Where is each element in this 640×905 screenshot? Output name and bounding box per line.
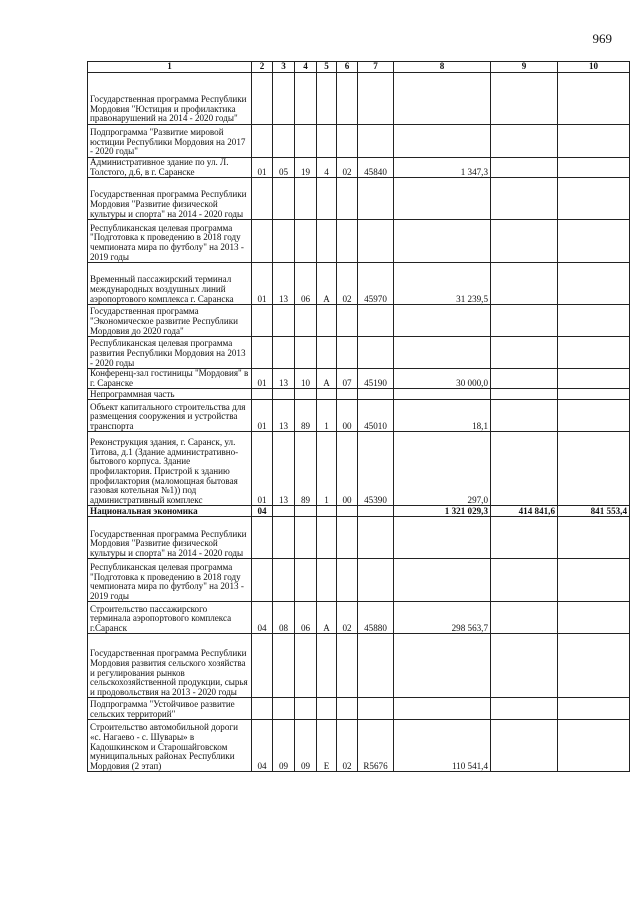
row-value-cell xyxy=(394,634,491,698)
row-value-cell xyxy=(558,305,630,337)
row-value-cell xyxy=(337,698,358,720)
row-value-cell xyxy=(491,432,558,506)
table-row xyxy=(88,125,630,158)
row-name-cell: Государственная программа "Экономическое развитие Республики Мордовия до 2020 года" xyxy=(88,305,252,337)
row-value-cell xyxy=(358,389,394,400)
table-row xyxy=(88,178,630,220)
row-value-cell xyxy=(295,178,317,220)
row-value-cell: 08 xyxy=(273,602,295,634)
row-value-cell xyxy=(337,559,358,602)
row-value-cell xyxy=(558,698,630,720)
row-value-cell xyxy=(491,400,558,432)
row-value-cell xyxy=(358,178,394,220)
row-value-cell: 02 xyxy=(337,263,358,305)
page-number: 969 xyxy=(592,31,612,46)
row-value-cell xyxy=(295,389,317,400)
row-value-cell xyxy=(358,506,394,517)
row-value-cell xyxy=(394,698,491,720)
row-value-cell xyxy=(295,220,317,263)
row-value-cell: 1 xyxy=(317,400,337,432)
row-value-cell xyxy=(558,73,630,125)
row-value-cell: 02 xyxy=(337,158,358,178)
row-value-cell xyxy=(558,220,630,263)
row-value-cell: 298 563,7 xyxy=(394,602,491,634)
row-value-cell xyxy=(394,559,491,602)
row-value-cell xyxy=(358,337,394,369)
row-value-cell: 30 000,0 xyxy=(394,369,491,389)
row-value-cell xyxy=(295,305,317,337)
row-name-cell: Государственная программа Республики Мордовия развития сельского хозяйства и регулирования рынков сельскохозяйственной продукции, сырья и продовольствия на 2013 - 2020 годы xyxy=(88,634,252,698)
row-value-cell xyxy=(252,305,273,337)
row-value-cell xyxy=(295,559,317,602)
table-row xyxy=(88,158,630,178)
row-value-cell: А xyxy=(317,369,337,389)
row-value-cell xyxy=(295,506,317,517)
row-value-cell: 13 xyxy=(273,263,295,305)
row-value-cell xyxy=(558,337,630,369)
row-name-cell: Объект капитального строительства для размещения сооружения и устройства транспорта xyxy=(88,400,252,432)
column-header: 2 xyxy=(252,62,273,73)
row-value-cell xyxy=(394,73,491,125)
row-value-cell xyxy=(273,517,295,559)
row-value-cell: 01 xyxy=(252,432,273,506)
row-value-cell xyxy=(273,125,295,158)
row-value-cell xyxy=(491,158,558,178)
row-value-cell: 89 xyxy=(295,432,317,506)
row-value-cell xyxy=(317,517,337,559)
budget-table xyxy=(87,61,630,772)
row-value-cell xyxy=(337,178,358,220)
column-header: 8 xyxy=(394,62,491,73)
table-row xyxy=(88,369,630,389)
row-value-cell: 07 xyxy=(337,369,358,389)
row-value-cell xyxy=(394,220,491,263)
column-header: 7 xyxy=(358,62,394,73)
table-row xyxy=(88,698,630,720)
row-name-cell: Реконструкция здания, г. Саранск, ул. Титова, д.1 (Здание административно-бытового корпуса. Здание профилактория. Пристрой к зданию профилактория (маломощная бытовая газовая котельная №1)) под административный комплекс xyxy=(88,432,252,506)
row-name-cell: Строительство пассажирского терминала аэропортового комплекса г.Саранск xyxy=(88,602,252,634)
table-row xyxy=(88,305,630,337)
row-value-cell xyxy=(252,698,273,720)
row-value-cell xyxy=(337,220,358,263)
row-value-cell xyxy=(491,125,558,158)
table-row xyxy=(88,720,630,772)
row-value-cell: 13 xyxy=(273,369,295,389)
row-value-cell: 89 xyxy=(295,400,317,432)
row-value-cell xyxy=(273,634,295,698)
row-value-cell: 4 xyxy=(317,158,337,178)
row-value-cell: 1 xyxy=(317,432,337,506)
row-value-cell xyxy=(295,73,317,125)
row-value-cell xyxy=(491,337,558,369)
row-value-cell: 06 xyxy=(295,602,317,634)
row-value-cell xyxy=(337,337,358,369)
row-name-cell: Государственная программа Республики Мордовия "Развитие физической культуры и спорта" на 2014 - 2020 годы xyxy=(88,517,252,559)
row-value-cell: 45840 xyxy=(358,158,394,178)
row-value-cell xyxy=(252,337,273,369)
row-value-cell: 01 xyxy=(252,369,273,389)
row-value-cell: 00 xyxy=(337,400,358,432)
row-value-cell xyxy=(358,220,394,263)
row-name-cell: Конференц-зал гостиницы "Мордовия" в г. Саранске xyxy=(88,369,252,389)
row-value-cell xyxy=(491,178,558,220)
row-value-cell: А xyxy=(317,602,337,634)
row-value-cell xyxy=(394,178,491,220)
row-value-cell xyxy=(358,305,394,337)
row-value-cell xyxy=(295,337,317,369)
table-row xyxy=(88,400,630,432)
row-value-cell xyxy=(558,559,630,602)
row-name-cell: Административное здание по ул. Л. Толстого, д.6, в г. Саранске xyxy=(88,158,252,178)
row-value-cell xyxy=(252,559,273,602)
row-value-cell xyxy=(295,125,317,158)
row-name-cell: Временный пассажирский терминал международных воздушных линий аэропортового комплекса г. Саранска xyxy=(88,263,252,305)
row-value-cell xyxy=(558,369,630,389)
row-value-cell xyxy=(273,337,295,369)
row-value-cell xyxy=(358,559,394,602)
row-value-cell: 04 xyxy=(252,506,273,517)
row-name-cell: Государственная программа Республики Мордовия "Развитие физической культуры и спорта" на 2014 - 2020 годы xyxy=(88,178,252,220)
row-value-cell xyxy=(252,178,273,220)
row-value-cell xyxy=(491,634,558,698)
table-header-row xyxy=(88,62,630,73)
column-header: 5 xyxy=(317,62,337,73)
row-value-cell xyxy=(252,389,273,400)
table-row xyxy=(88,220,630,263)
row-name-cell: Подпрограмма "Устойчивое развитие сельских территорий" xyxy=(88,698,252,720)
row-value-cell xyxy=(317,389,337,400)
row-value-cell xyxy=(491,720,558,772)
row-value-cell: 13 xyxy=(273,432,295,506)
row-value-cell xyxy=(273,73,295,125)
row-value-cell xyxy=(317,73,337,125)
row-value-cell xyxy=(491,220,558,263)
row-value-cell xyxy=(273,506,295,517)
row-value-cell xyxy=(317,220,337,263)
row-value-cell xyxy=(491,369,558,389)
row-value-cell xyxy=(337,125,358,158)
row-name-cell: Республиканская целевая программа "Подготовка к проведению в 2018 году чемпионата мира по футболу" на 2013 - 2019 годы xyxy=(88,220,252,263)
row-value-cell: 05 xyxy=(273,158,295,178)
row-value-cell: 414 841,6 xyxy=(491,506,558,517)
row-value-cell xyxy=(317,337,337,369)
row-value-cell xyxy=(252,73,273,125)
row-value-cell: Е xyxy=(317,720,337,772)
row-value-cell: 02 xyxy=(337,720,358,772)
row-value-cell: 09 xyxy=(295,720,317,772)
column-header: 6 xyxy=(337,62,358,73)
table-row xyxy=(88,517,630,559)
row-value-cell xyxy=(295,517,317,559)
row-value-cell xyxy=(394,389,491,400)
row-value-cell xyxy=(558,125,630,158)
row-value-cell xyxy=(317,698,337,720)
row-value-cell xyxy=(491,73,558,125)
row-value-cell xyxy=(337,517,358,559)
row-value-cell xyxy=(358,698,394,720)
row-value-cell xyxy=(491,559,558,602)
column-header: 9 xyxy=(491,62,558,73)
table-row xyxy=(88,506,630,517)
row-value-cell: 13 xyxy=(273,400,295,432)
row-value-cell xyxy=(273,559,295,602)
row-value-cell: R5676 xyxy=(358,720,394,772)
row-value-cell xyxy=(558,432,630,506)
row-value-cell xyxy=(317,506,337,517)
row-value-cell: 45970 xyxy=(358,263,394,305)
row-value-cell: 297,0 xyxy=(394,432,491,506)
row-value-cell xyxy=(273,220,295,263)
column-header: 3 xyxy=(273,62,295,73)
row-value-cell xyxy=(358,125,394,158)
row-value-cell xyxy=(337,634,358,698)
row-name-cell: Республиканская целевая программа "Подготовка к проведению в 2018 году чемпионата мира по футболу" на 2013 - 2019 годы xyxy=(88,559,252,602)
row-value-cell xyxy=(394,337,491,369)
row-value-cell xyxy=(252,634,273,698)
row-value-cell xyxy=(558,158,630,178)
table-row xyxy=(88,73,630,125)
row-value-cell xyxy=(558,389,630,400)
row-value-cell xyxy=(337,73,358,125)
table-row xyxy=(88,389,630,400)
row-value-cell xyxy=(337,506,358,517)
row-value-cell: 45190 xyxy=(358,369,394,389)
column-header: 10 xyxy=(558,62,630,73)
row-value-cell: 01 xyxy=(252,400,273,432)
row-value-cell xyxy=(491,305,558,337)
row-value-cell: 10 xyxy=(295,369,317,389)
row-value-cell xyxy=(273,178,295,220)
table-row xyxy=(88,634,630,698)
row-name-cell: Подпрограмма "Развитие мировой юстиции Республики Мордовия на 2017 - 2020 годы" xyxy=(88,125,252,158)
row-value-cell: 02 xyxy=(337,602,358,634)
row-value-cell: 04 xyxy=(252,602,273,634)
row-value-cell xyxy=(558,634,630,698)
row-value-cell xyxy=(558,178,630,220)
row-value-cell xyxy=(295,634,317,698)
row-value-cell xyxy=(337,389,358,400)
row-value-cell xyxy=(317,125,337,158)
column-header: 1 xyxy=(88,62,252,73)
row-name-cell: Строительство автомобильной дороги «с. Нагаево - с. Шувары» в Кадошкинском и Старошайговском муниципальных районах Республики Мордовия (2 этап) xyxy=(88,720,252,772)
row-value-cell xyxy=(491,389,558,400)
row-value-cell: 1 321 029,3 xyxy=(394,506,491,517)
row-value-cell: 45390 xyxy=(358,432,394,506)
row-value-cell xyxy=(317,305,337,337)
table-row xyxy=(88,263,630,305)
table-row xyxy=(88,337,630,369)
row-value-cell xyxy=(273,305,295,337)
row-name-cell: Республиканская целевая программа развития Республики Мордовия на 2013 - 2020 годы xyxy=(88,337,252,369)
row-value-cell: 45010 xyxy=(358,400,394,432)
row-value-cell xyxy=(558,602,630,634)
row-value-cell: 01 xyxy=(252,263,273,305)
table-row xyxy=(88,602,630,634)
row-value-cell: 18,1 xyxy=(394,400,491,432)
row-value-cell xyxy=(491,602,558,634)
row-value-cell xyxy=(317,178,337,220)
row-value-cell xyxy=(295,698,317,720)
row-value-cell: 06 xyxy=(295,263,317,305)
row-value-cell xyxy=(273,389,295,400)
row-value-cell: 841 553,4 xyxy=(558,506,630,517)
row-value-cell: 19 xyxy=(295,158,317,178)
row-value-cell xyxy=(394,305,491,337)
row-value-cell xyxy=(358,634,394,698)
row-name-cell: Государственная программа Республики Мордовия "Юстиция и профилактика правонарушений на 2014 - 2020 годы" xyxy=(88,73,252,125)
column-header: 4 xyxy=(295,62,317,73)
row-value-cell: 09 xyxy=(273,720,295,772)
row-value-cell xyxy=(491,517,558,559)
row-value-cell xyxy=(358,517,394,559)
table-row xyxy=(88,432,630,506)
row-value-cell xyxy=(394,125,491,158)
row-name-cell: Непрограммная часть xyxy=(88,389,252,400)
row-value-cell xyxy=(558,720,630,772)
row-value-cell xyxy=(317,634,337,698)
row-value-cell xyxy=(252,125,273,158)
row-value-cell xyxy=(337,305,358,337)
row-value-cell xyxy=(358,73,394,125)
table-row xyxy=(88,559,630,602)
row-value-cell: 110 541,4 xyxy=(394,720,491,772)
row-value-cell: 00 xyxy=(337,432,358,506)
row-value-cell xyxy=(252,517,273,559)
row-value-cell xyxy=(491,263,558,305)
row-value-cell: 01 xyxy=(252,158,273,178)
row-value-cell xyxy=(252,220,273,263)
row-value-cell xyxy=(558,517,630,559)
row-name-cell: Национальная экономика xyxy=(88,506,252,517)
row-value-cell xyxy=(394,517,491,559)
row-value-cell: 31 239,5 xyxy=(394,263,491,305)
row-value-cell xyxy=(273,698,295,720)
row-value-cell: А xyxy=(317,263,337,305)
row-value-cell: 45880 xyxy=(358,602,394,634)
row-value-cell: 04 xyxy=(252,720,273,772)
row-value-cell xyxy=(491,698,558,720)
row-value-cell: 1 347,3 xyxy=(394,158,491,178)
row-value-cell xyxy=(317,559,337,602)
row-value-cell xyxy=(558,263,630,305)
row-value-cell xyxy=(558,400,630,432)
